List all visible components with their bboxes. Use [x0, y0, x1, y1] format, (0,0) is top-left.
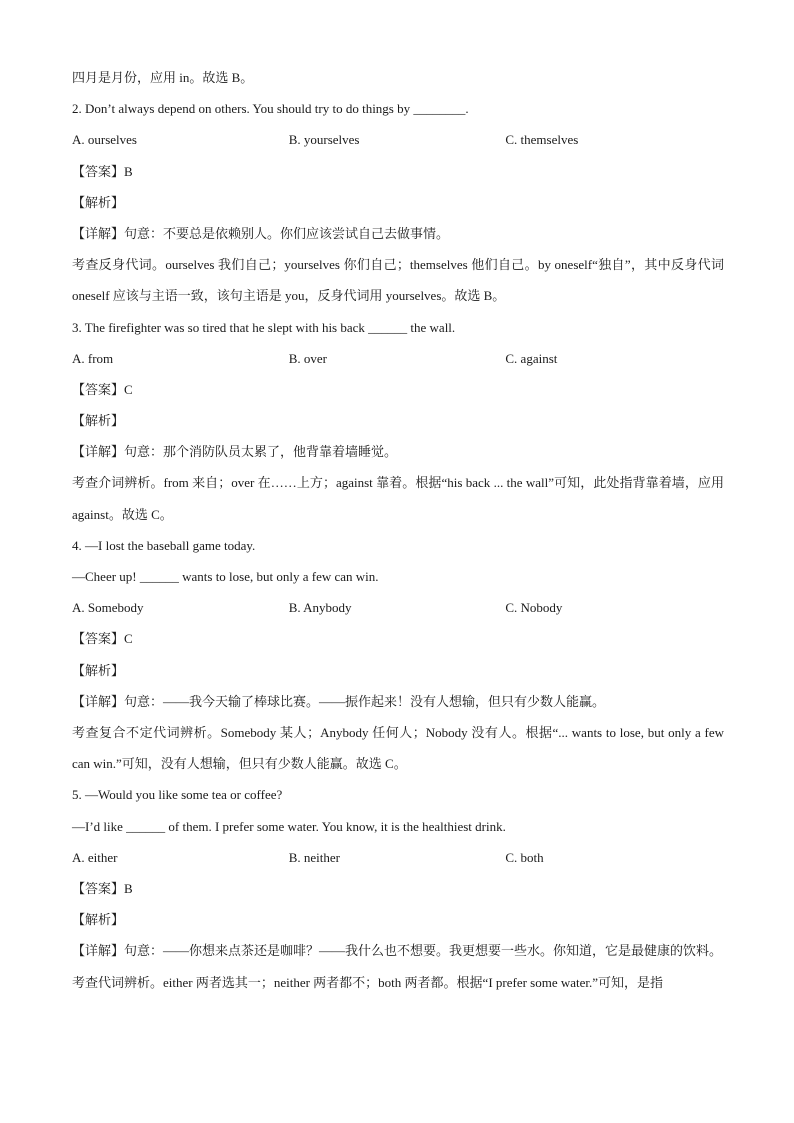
previous-explanation-tail: 四月是月份，应用 in。故选 B。 [72, 70, 254, 85]
option-a: A. Somebody [72, 600, 144, 616]
answer-key: 【答案】B [72, 163, 133, 179]
option-c: C. themselves [505, 132, 579, 148]
answer-options [72, 343, 724, 374]
detail-translation: 【详解】句意：不要总是依赖别人。你们应该尝试自己去做事情。 [72, 225, 450, 241]
answer-key: 【答案】B [72, 880, 133, 896]
question-2 [72, 93, 724, 311]
question-stem-line-1: 4. —I lost the baseball game today. [72, 537, 256, 553]
answer-options [72, 592, 724, 623]
analysis-label: 【解析】 [72, 413, 125, 429]
question-stem-line-2: —I’d like ______ of them. I prefer some water. You know, it is the healthiest drink. [72, 818, 506, 834]
option-b: B. yourselves [288, 132, 360, 148]
option-c: C. against [505, 350, 558, 366]
explanation: 考查反身代词。ourselves 我们自己；yourselves 你们自己；themselves 他们自己。by oneself“独自”，其中反身代词 oneself 应该与主语一致，该句主语是 you，反身代词用 yourselves。故选 B。 [72, 257, 724, 304]
option-a: A. ourselves [72, 132, 137, 148]
detail-translation: 【详解】句意：——我今天输了棒球比赛。——振作起来！没有人想输，但只有少数人能赢。 [72, 693, 606, 709]
option-c: C. both [505, 849, 544, 865]
answer-options [72, 842, 724, 873]
question-5 [72, 779, 724, 997]
option-b: B. over [288, 350, 327, 366]
question-stem-line-1: 5. —Would you like some tea or coffee? [72, 787, 283, 803]
question-stem-line-2: —Cheer up! ______ wants to lose, but only a few can win. [72, 569, 379, 585]
option-b: B. Anybody [288, 600, 352, 616]
question-4 [72, 530, 724, 780]
detail-translation: 【详解】句意：——你想来点茶还是咖啡？——我什么也不想要。我更想要一些水。你知道，它是最健康的饮料。 [72, 943, 723, 959]
answer-key: 【答案】C [72, 381, 133, 397]
detail-translation: 【详解】句意：那个消防队员太累了，他背靠着墙睡觉。 [72, 444, 398, 460]
question-3 [72, 312, 724, 530]
analysis-label: 【解析】 [72, 662, 125, 678]
option-c: C. Nobody [505, 600, 563, 616]
analysis-label: 【解析】 [72, 912, 125, 928]
option-a: A. either [72, 849, 118, 865]
explanation: 考查代词辨析。either 两者选其一；neither 两者都不；both 两者都。根据“I prefer some water.”可知，是指 [72, 974, 664, 990]
answer-key: 【答案】C [72, 631, 133, 647]
question-stem: 3. The firefighter was so tired that he slept with his back ______ the wall. [72, 319, 456, 335]
explanation: 考查复合不定代词辨析。Somebody 某人；Anybody 任何人；Nobody 没有人。根据“... wants to lose, but only a few can win.”可知，没有人想输，但只有少数人能赢。故选 C。 [72, 725, 724, 772]
analysis-label: 【解析】 [72, 194, 125, 210]
option-a: A. from [72, 350, 114, 366]
question-stem: 2. Don’t always depend on others. You should try to do things by ________. [72, 101, 469, 117]
answer-options [72, 124, 724, 155]
option-b: B. neither [288, 849, 340, 865]
explanation: 考查介词辨析。from 来自；over 在……上方；against 靠着。根据“his back ... the wall”可知，此处指背靠着墙，应用 against。故选 C。 [72, 475, 724, 522]
document-page [72, 62, 724, 998]
